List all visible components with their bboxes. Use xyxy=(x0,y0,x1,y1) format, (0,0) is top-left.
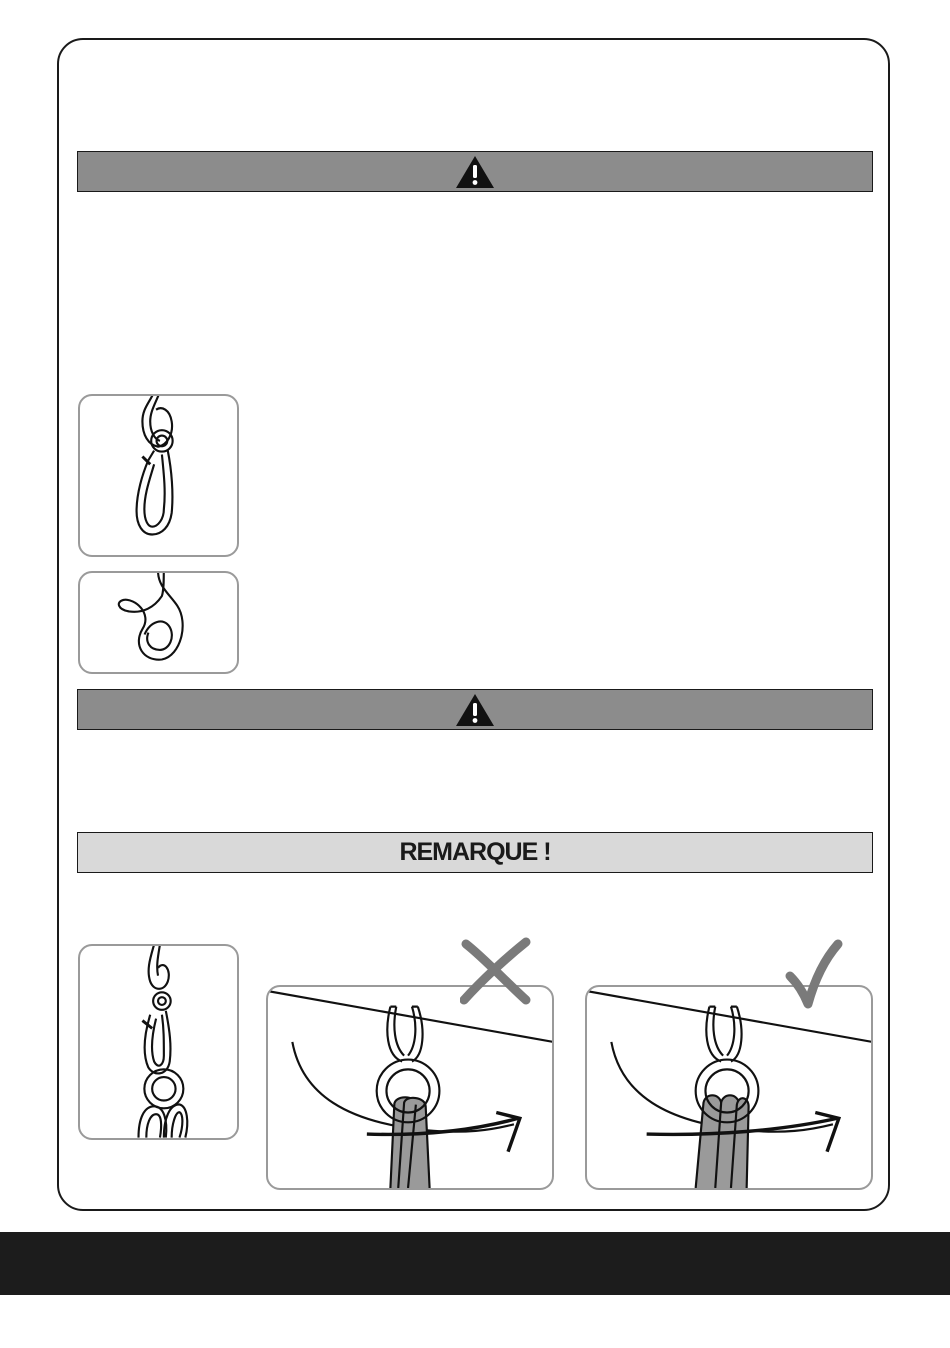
warning-triangle-icon xyxy=(455,155,495,189)
warning-banner-middle xyxy=(77,689,873,730)
warning-triangle-icon xyxy=(455,693,495,727)
knot-illustration xyxy=(78,571,239,674)
notice-banner-label: REMARQUE ! xyxy=(399,838,551,866)
notice-banner xyxy=(77,832,873,873)
carabiner-illustration xyxy=(78,394,239,557)
check-mark-icon xyxy=(784,938,844,1012)
warning-banner-top xyxy=(77,151,873,192)
correct-method-illustration xyxy=(585,985,873,1190)
footer-bar xyxy=(0,1232,950,1295)
cross-mark-icon xyxy=(460,936,532,1006)
incorrect-method-illustration xyxy=(266,985,554,1190)
chain-carabiner-illustration xyxy=(78,944,239,1140)
